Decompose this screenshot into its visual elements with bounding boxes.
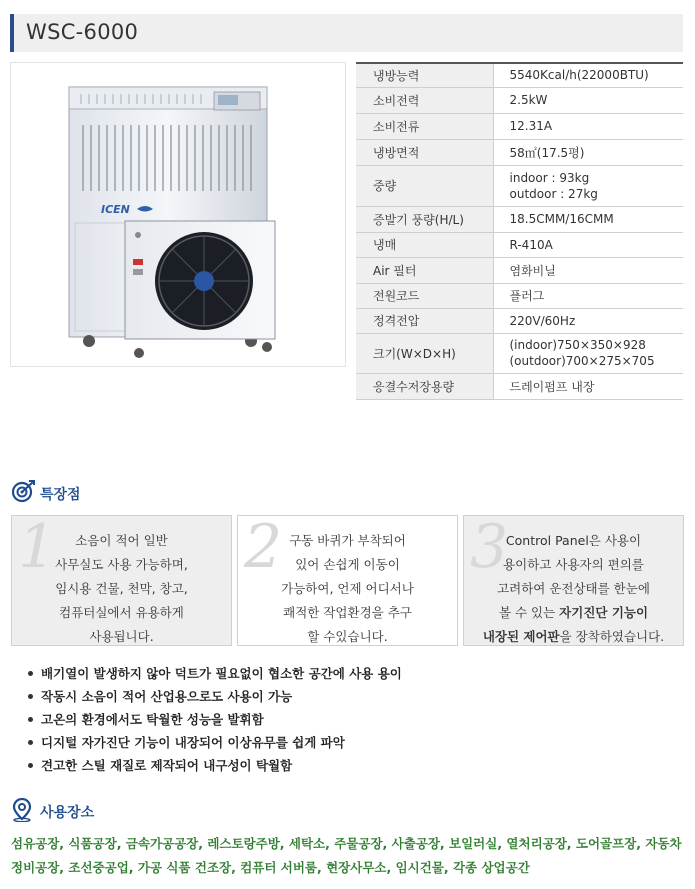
product-title-bar [10, 14, 683, 52]
spec-label: 냉방면적 [356, 139, 493, 165]
spec-value [493, 333, 683, 373]
feature-line: 임시용 건물, 천막, 창고, [55, 581, 188, 596]
spec-row [356, 139, 683, 165]
spec-label: 크기(W×D×H) [356, 333, 493, 373]
spec-row [356, 283, 683, 308]
spec-row [356, 63, 683, 87]
features-heading-text: 특장점 [40, 487, 81, 503]
feature-text [238, 529, 457, 649]
feature-card-1 [11, 512, 232, 646]
spec-label: 전원코드 [356, 283, 493, 308]
places-list [11, 832, 689, 880]
places-line: 섬유공장, 식품공장, 금속가공공장, 레스토랑주방, 세탁소, 주물공장, 사출공장, 보일러실, 열처리공장, 도어골프장, 자동차 [11, 836, 682, 851]
places-heading-text: 사용장소 [40, 805, 95, 821]
spec-value: 염화비닐 [493, 257, 683, 283]
feature-bullet-list [28, 662, 402, 777]
list-item: 배기열이 발생하지 않아 덕트가 필요없이 협소한 공간에 사용 용이 [28, 662, 402, 685]
feature-number: 2 [244, 512, 283, 582]
spec-label: 응결수저장용량 [356, 373, 493, 399]
feature-line: 구동 바퀴가 부착되어 [289, 533, 406, 548]
spec-value-line: indoor : 93kg [509, 170, 590, 185]
feature-line: 사용됩니다. [89, 629, 154, 644]
spec-value: 5540Kcal/h(22000BTU) [493, 63, 683, 87]
icen-logo: ICEN [101, 203, 130, 216]
places-line: 정비공장, 조선중공업, 가공 식품 건조장, 컴퓨터 서버룸, 현장사무소, 임시건물, 각종 상업공간 [11, 860, 530, 875]
spec-row [356, 87, 683, 113]
list-item: 견고한 스틸 재질로 제작되어 내구성이 탁월함 [28, 754, 402, 777]
feature-line: Control Panel은 사용이 [505, 533, 642, 548]
spec-label: 소비전력 [356, 87, 493, 113]
spec-row [356, 257, 683, 283]
feature-card-2 [237, 512, 458, 646]
target-icon [12, 480, 36, 502]
spec-value: 드레이펌프 내장 [493, 373, 683, 399]
feature-text [464, 529, 683, 649]
product-title: WSC-6000 [26, 20, 139, 44]
feature-line: 소음이 적어 일반 [75, 533, 168, 548]
location-pin-icon [12, 798, 36, 822]
spec-row [356, 113, 683, 139]
feature-line: 컴퓨터실에서 유용하게 [59, 605, 184, 620]
feature-text [12, 529, 231, 649]
feature-line: 있어 손쉽게 이동이 [295, 557, 400, 572]
spec-value: R-410A [493, 232, 683, 257]
spec-label: 냉매 [356, 232, 493, 257]
spec-row [356, 373, 683, 399]
feature-line: 가능하여, 언제 어디서나 [281, 581, 414, 596]
spec-value: 220V/60Hz [493, 308, 683, 333]
feature-line: 용이하고 사용자의 편의를 [503, 557, 644, 572]
spec-row [356, 232, 683, 257]
feature-line: 고려하여 운전상태를 한눈에 [497, 581, 650, 596]
spec-value: 58㎡(17.5평) [493, 139, 683, 165]
feature-number: 1 [18, 512, 57, 582]
spec-value: 플러그 [493, 283, 683, 308]
spec-row [356, 333, 683, 373]
feature-line: 할 수있습니다. [307, 629, 388, 644]
feature-card-3 [463, 512, 684, 646]
spec-value: 2.5kW [493, 87, 683, 113]
feature-number: 3 [470, 512, 509, 582]
spec-label: 증발기 풍량(H/L) [356, 206, 493, 232]
spec-row [356, 206, 683, 232]
feature-line: 볼 수 있는 자기진단 기능이 [498, 605, 649, 620]
list-item: 고온의 환경에서도 탁월한 성능을 발휘함 [28, 708, 402, 731]
spec-label: 정격전압 [356, 308, 493, 333]
air-conditioner-illustration [11, 63, 347, 368]
spec-row [356, 308, 683, 333]
spec-value [493, 165, 683, 206]
spec-value: 12.31A [493, 113, 683, 139]
spec-label: 냉방능력 [356, 63, 493, 87]
feature-line: 쾌적한 작업환경을 추구 [283, 605, 412, 620]
spec-row [356, 165, 683, 206]
product-image [10, 62, 346, 367]
spec-label: 중량 [356, 165, 493, 206]
spec-label: Air 필터 [356, 257, 493, 283]
list-item: 작동시 소음이 적어 산업용으로도 사용이 가능 [28, 685, 402, 708]
spec-value-line: (outdoor)700×275×705 [509, 354, 655, 368]
feature-line: 내장된 제어판을 장착하였습니다. [482, 629, 665, 644]
spec-label: 소비전류 [356, 113, 493, 139]
spec-table [356, 62, 683, 400]
spec-value: 18.5CMM/16CMM [493, 206, 683, 232]
list-item: 디지털 자가진단 기능이 내장되어 이상유무를 쉽게 파악 [28, 731, 402, 754]
spec-value-line: (indoor)750×350×928 [509, 338, 646, 352]
spec-value-line: outdoor : 27kg [509, 186, 598, 201]
feature-line: 사무실도 사용 가능하며, [55, 557, 188, 572]
